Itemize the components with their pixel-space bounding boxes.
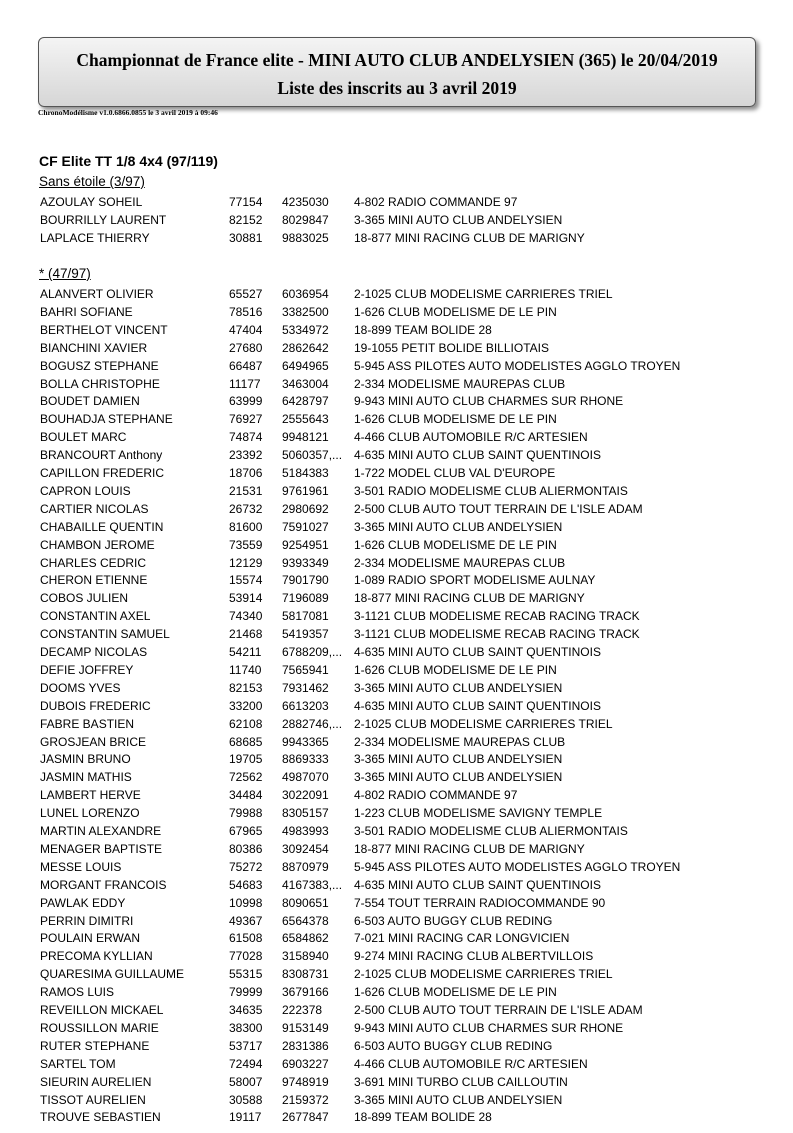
- participant-name: PERRIN DIMITRI: [40, 913, 134, 928]
- transponder-number: 5817081: [282, 609, 329, 624]
- club-name: 3-691 MINI TURBO CLUB CAILLOUTIN: [354, 1074, 568, 1089]
- club-name: 5-945 ASS PILOTES AUTO MODELISTES AGGLO TROYEN: [354, 358, 681, 373]
- licence-number: 67965: [229, 824, 263, 838]
- participant-name: LUNEL LORENZO: [40, 806, 140, 821]
- club-name: 18-899 TEAM BOLIDE 28: [354, 322, 492, 337]
- club-name: 4-635 MINI AUTO CLUB SAINT QUENTINOIS: [354, 698, 601, 713]
- licence-number: 38300: [229, 1020, 263, 1035]
- licence-number: 63999: [229, 394, 263, 409]
- table-row: [0, 912, 793, 930]
- licence-number: 19117: [229, 1110, 262, 1125]
- table-row: [0, 661, 793, 679]
- club-name: 1-626 CLUB MODELISME DE LE PIN: [354, 537, 557, 552]
- page-subtitle: Liste des inscrits au 3 avril 2019: [277, 78, 517, 98]
- table-row: [0, 375, 793, 393]
- licence-number: 23392: [229, 448, 263, 463]
- participant-name: ROUSSILLON MARIE: [40, 1020, 159, 1035]
- table-row: [0, 339, 793, 357]
- transponder-number: 3463004: [282, 376, 329, 391]
- table-row: [0, 1073, 793, 1091]
- club-name: 1-626 CLUB MODELISME DE LE PIN: [354, 985, 557, 1000]
- table-row: [0, 193, 793, 211]
- transponder-number: 8869333: [282, 752, 329, 767]
- table-row: [0, 876, 793, 894]
- participant-name: RAMOS LUIS: [40, 985, 115, 1000]
- table-row: [0, 804, 793, 822]
- table-row: [0, 679, 793, 697]
- licence-number: 82153: [229, 680, 263, 695]
- participant-name: DEFIE JOFFREY: [40, 662, 134, 677]
- club-name: 3-365 MINI AUTO CLUB ANDELYSIEN: [354, 752, 563, 767]
- header-box: [38, 37, 756, 107]
- table-row: [0, 211, 793, 229]
- licence-number: 80386: [229, 841, 263, 856]
- transponder-number: 6428797: [282, 394, 329, 409]
- club-name: 4-635 MINI AUTO CLUB SAINT QUENTINOIS: [354, 645, 601, 659]
- licence-number: 34635: [229, 1003, 263, 1017]
- section-title: CF Elite TT 1/8 4x4 (97/119): [39, 153, 218, 169]
- licence-number: 30881: [229, 230, 263, 245]
- participant-name: JASMIN MATHIS: [40, 770, 132, 785]
- club-name: 7-021 MINI RACING CAR LONGVICIEN: [354, 931, 570, 946]
- participant-name: CHAMBON JEROME: [40, 537, 155, 552]
- licence-number: 49367: [229, 913, 263, 928]
- transponder-number: 6788209,...: [282, 645, 343, 659]
- club-name: 6-503 AUTO BUGGY CLUB REDING: [354, 913, 553, 928]
- participant-name: CHERON ETIENNE: [40, 573, 148, 588]
- table-row: [0, 446, 793, 464]
- table-row: [0, 750, 793, 768]
- participant-name: BOULET MARC: [40, 430, 127, 445]
- club-name: 4-466 CLUB AUTOMOBILE R/C ARTESIEN: [354, 430, 588, 445]
- club-name: 5-945 ASS PILOTES AUTO MODELISTES AGGLO TROYEN: [354, 859, 681, 874]
- table-row: [0, 500, 793, 518]
- licence-number: 76927: [229, 412, 263, 427]
- licence-number: 77028: [229, 949, 263, 964]
- table-row: [0, 768, 793, 786]
- participant-name: BOUDET DAMIEN: [40, 394, 140, 409]
- club-name: 2-500 CLUB AUTO TOUT TERRAIN DE L'ISLE ADAM: [354, 501, 643, 516]
- table-row: [0, 822, 793, 840]
- club-name: 3-1121 CLUB MODELISME RECAB RACING TRACK: [354, 627, 640, 642]
- transponder-number: 2862642: [282, 340, 329, 355]
- participant-name: BRANCOURT Anthony: [40, 448, 163, 463]
- club-name: 3-365 MINI AUTO CLUB ANDELYSIEN: [354, 680, 563, 695]
- participant-name: MORGANT FRANCOIS: [40, 877, 167, 892]
- transponder-number: 7196089: [282, 591, 329, 606]
- transponder-number: 4167383,...: [282, 877, 343, 892]
- transponder-number: 9761961: [282, 483, 329, 498]
- participant-name: TISSOT AURELIEN: [40, 1092, 146, 1107]
- table-row: [0, 303, 793, 321]
- table-row: [0, 1108, 793, 1126]
- club-name: 3-365 MINI AUTO CLUB ANDELYSIEN: [354, 519, 563, 534]
- transponder-number: 5334972: [282, 322, 329, 337]
- club-name: 2-1025 CLUB MODELISME CARRIERES TRIEL: [354, 287, 613, 301]
- participant-name: PAWLAK EDDY: [40, 895, 126, 910]
- licence-number: 72494: [229, 1056, 263, 1071]
- table-row: [0, 1019, 793, 1037]
- transponder-number: 5060357,...: [282, 448, 343, 463]
- licence-number: 18706: [229, 466, 263, 480]
- table-row: [0, 357, 793, 375]
- table-row: [0, 1001, 793, 1019]
- licence-number: 54211: [229, 645, 262, 659]
- club-name: 3-365 MINI AUTO CLUB ANDELYSIEN: [354, 1092, 563, 1107]
- licence-number: 75272: [229, 859, 263, 874]
- participant-name: SIEURIN AURELIEN: [40, 1074, 152, 1089]
- table-row: [0, 983, 793, 1001]
- licence-number: 11740: [229, 662, 262, 677]
- table-row: [0, 786, 793, 804]
- participant-name: CARTIER NICOLAS: [40, 501, 149, 516]
- participant-name: BERTHELOT VINCENT: [40, 322, 168, 337]
- transponder-number: 8870979: [282, 859, 329, 874]
- club-name: 3-501 RADIO MODELISME CLUB ALIERMONTAIS: [354, 824, 628, 838]
- table-row: [0, 697, 793, 715]
- transponder-number: 9393349: [282, 555, 329, 570]
- participant-name: DOOMS YVES: [40, 680, 121, 695]
- table-row: [0, 965, 793, 983]
- licence-number: 19705: [229, 752, 263, 767]
- transponder-number: 3382500: [282, 304, 329, 319]
- licence-number: 81600: [229, 519, 263, 534]
- participant-name: CHABAILLE QUENTIN: [40, 519, 164, 534]
- licence-number: 82152: [229, 212, 263, 227]
- participant-name: BOGUSZ STEPHANE: [40, 358, 159, 373]
- club-name: 3-1121 CLUB MODELISME RECAB RACING TRACK: [354, 609, 640, 624]
- transponder-number: 4983993: [282, 824, 329, 838]
- participant-name: CHARLES CEDRIC: [40, 555, 147, 570]
- transponder-number: 5184383: [282, 466, 329, 480]
- table-row: [0, 482, 793, 500]
- transponder-number: 5419357: [282, 627, 329, 642]
- licence-number: 55315: [229, 967, 263, 982]
- club-name: 18-899 TEAM BOLIDE 28: [354, 1110, 492, 1125]
- licence-number: 11177: [229, 376, 261, 391]
- club-name: 4-635 MINI AUTO CLUB SAINT QUENTINOIS: [354, 877, 601, 892]
- participant-name: TROUVE SEBASTIEN: [40, 1110, 161, 1125]
- licence-number: 78516: [229, 304, 263, 319]
- participant-name: SARTEL TOM: [40, 1056, 116, 1071]
- licence-number: 34484: [229, 788, 263, 803]
- table-row: [0, 518, 793, 536]
- participant-name: CONSTANTIN SAMUEL: [40, 627, 170, 642]
- licence-number: 54683: [229, 877, 263, 892]
- transponder-number: 9153149: [282, 1020, 329, 1035]
- group-title: * (47/97): [39, 266, 91, 281]
- table-row: [0, 947, 793, 965]
- table-row: [0, 392, 793, 410]
- club-name: 3-501 RADIO MODELISME CLUB ALIERMONTAIS: [354, 483, 628, 498]
- transponder-number: 9254951: [282, 537, 329, 552]
- table-row: [0, 894, 793, 912]
- licence-number: 21468: [229, 627, 263, 642]
- transponder-number: 8305157: [282, 806, 329, 821]
- table-row: [0, 536, 793, 554]
- licence-number: 74340: [229, 609, 263, 624]
- club-name: 2-1025 CLUB MODELISME CARRIERES TRIEL: [354, 967, 613, 982]
- club-name: 4-466 CLUB AUTOMOBILE R/C ARTESIEN: [354, 1056, 588, 1071]
- participant-name: ALANVERT OLIVIER: [40, 287, 154, 301]
- licence-number: 53717: [229, 1038, 263, 1053]
- transponder-number: 2831386: [282, 1038, 329, 1053]
- club-name: 1-722 MODEL CLUB VAL D'EUROPE: [354, 466, 556, 480]
- participant-name: CAPRON LOUIS: [40, 483, 131, 498]
- transponder-number: 7565941: [282, 662, 329, 677]
- club-name: 2-334 MODELISME MAUREPAS CLUB: [354, 734, 566, 749]
- licence-number: 77154: [229, 195, 263, 209]
- participant-name: BIANCHINI XAVIER: [40, 340, 148, 355]
- participant-name: DECAMP NICOLAS: [40, 645, 148, 659]
- transponder-number: 2159372: [282, 1092, 329, 1107]
- licence-number: 68685: [229, 734, 263, 749]
- licence-number: 30588: [229, 1092, 263, 1107]
- club-name: 4-802 RADIO COMMANDE 97: [354, 788, 518, 803]
- participant-name: MENAGER BAPTISTE: [40, 841, 163, 856]
- table-row: [0, 1091, 793, 1109]
- table-row: [0, 840, 793, 858]
- transponder-number: 8308731: [282, 967, 329, 982]
- transponder-number: 7591027: [282, 519, 329, 534]
- licence-number: 47404: [229, 322, 263, 337]
- club-name: 1-626 CLUB MODELISME DE LE PIN: [354, 304, 557, 319]
- licence-number: 58007: [229, 1074, 263, 1089]
- club-name: 2-334 MODELISME MAUREPAS CLUB: [354, 376, 566, 391]
- table-row: [0, 554, 793, 572]
- licence-number: 62108: [229, 716, 263, 731]
- table-row: [0, 858, 793, 876]
- licence-number: 12129: [229, 555, 263, 570]
- licence-number: 10998: [229, 895, 263, 910]
- licence-number: 74874: [229, 430, 263, 445]
- transponder-number: 4235030: [282, 195, 329, 209]
- transponder-number: 2677847: [282, 1110, 329, 1125]
- table-row: [0, 929, 793, 947]
- table-row: [0, 428, 793, 446]
- transponder-number: 3092454: [282, 841, 329, 856]
- transponder-number: 6613203: [282, 698, 329, 713]
- club-name: 9-943 MINI AUTO CLUB CHARMES SUR RHONE: [354, 394, 624, 409]
- club-name: 3-365 MINI AUTO CLUB ANDELYSIEN: [354, 770, 563, 785]
- transponder-number: 2882746,...: [282, 716, 343, 731]
- transponder-number: 6584862: [282, 931, 329, 946]
- participant-name: FABRE BASTIEN: [40, 716, 135, 731]
- transponder-number: 2980692: [282, 501, 329, 516]
- club-name: 9-943 MINI AUTO CLUB CHARMES SUR RHONE: [354, 1020, 624, 1035]
- participant-name: CONSTANTIN AXEL: [40, 609, 151, 624]
- licence-number: 21531: [229, 483, 263, 498]
- participant-name: BOUHADJA STEPHANE: [40, 412, 173, 427]
- club-name: 3-365 MINI AUTO CLUB ANDELYSIEN: [354, 212, 563, 227]
- transponder-number: 3158940: [282, 949, 329, 964]
- participant-name: POULAIN ERWAN: [40, 931, 141, 946]
- table-row: [0, 410, 793, 428]
- table-row: [0, 321, 793, 339]
- participant-name: JASMIN BRUNO: [40, 752, 131, 767]
- licence-number: 66487: [229, 358, 263, 373]
- participant-name: AZOULAY SOHEIL: [40, 195, 143, 209]
- table-row: [0, 607, 793, 625]
- club-name: 9-274 MINI RACING CLUB ALBERTVILLOIS: [354, 949, 594, 964]
- table-row: [0, 464, 793, 482]
- licence-number: 79988: [229, 806, 263, 821]
- club-name: 18-877 MINI RACING CLUB DE MARIGNY: [354, 230, 585, 245]
- participant-name: BAHRI SOFIANE: [40, 304, 133, 319]
- table-row: [0, 643, 793, 661]
- transponder-number: 6903227: [282, 1056, 329, 1071]
- club-name: 1-223 CLUB MODELISME SAVIGNY TEMPLE: [354, 806, 603, 821]
- table-row: [0, 229, 793, 247]
- participant-name: PRECOMA KYLLIAN: [40, 949, 153, 964]
- transponder-number: 4987070: [282, 770, 329, 785]
- participant-name: LAMBERT HERVE: [40, 788, 141, 803]
- transponder-number: 7901790: [282, 573, 329, 588]
- transponder-number: 9883025: [282, 230, 329, 245]
- participant-name: GROSJEAN BRICE: [40, 734, 147, 749]
- participant-name: RUTER STEPHANE: [40, 1038, 150, 1053]
- licence-number: 65527: [229, 287, 263, 301]
- club-name: 4-802 RADIO COMMANDE 97: [354, 195, 518, 209]
- participant-name: QUARESIMA GUILLAUME: [40, 967, 185, 982]
- transponder-number: 222378: [282, 1003, 323, 1017]
- licence-number: 27680: [229, 340, 263, 355]
- club-name: 18-877 MINI RACING CLUB DE MARIGNY: [354, 591, 585, 606]
- table-row: [0, 733, 793, 751]
- club-name: 19-1055 PETIT BOLIDE BILLIOTAIS: [354, 340, 549, 355]
- licence-number: 79999: [229, 985, 263, 1000]
- transponder-number: 6564378: [282, 913, 329, 928]
- licence-number: 15574: [229, 573, 263, 588]
- transponder-number: 6036954: [282, 287, 329, 301]
- table-row: [0, 1055, 793, 1073]
- transponder-number: 3022091: [282, 788, 329, 803]
- participant-name: MESSE LOUIS: [40, 859, 122, 874]
- participant-name: BOLLA CHRISTOPHE: [40, 376, 160, 391]
- transponder-number: 7931462: [282, 680, 329, 695]
- club-name: 6-503 AUTO BUGGY CLUB REDING: [354, 1038, 553, 1053]
- club-name: 1-626 CLUB MODELISME DE LE PIN: [354, 412, 557, 427]
- participant-name: CAPILLON FREDERIC: [40, 466, 165, 480]
- transponder-number: 6494965: [282, 358, 329, 373]
- page-title: Championnat de France elite - MINI AUTO CLUB ANDELYSIEN (365) le 20/04/2019: [76, 50, 718, 70]
- transponder-number: 9948121: [282, 430, 329, 445]
- club-name: 1-089 RADIO SPORT MODELISME AULNAY: [354, 573, 596, 588]
- table-row: [0, 589, 793, 607]
- licence-number: 33200: [229, 698, 263, 713]
- club-name: 2-1025 CLUB MODELISME CARRIERES TRIEL: [354, 716, 613, 731]
- participant-name: REVEILLON MICKAEL: [40, 1003, 164, 1017]
- licence-number: 73559: [229, 537, 263, 552]
- licence-number: 61508: [229, 931, 263, 946]
- transponder-number: 2555643: [282, 412, 329, 427]
- transponder-number: 3679166: [282, 985, 329, 1000]
- table-row: [0, 715, 793, 733]
- club-name: 2-334 MODELISME MAUREPAS CLUB: [354, 555, 566, 570]
- transponder-number: 9943365: [282, 734, 329, 749]
- club-name: 7-554 TOUT TERRAIN RADIOCOMMANDE 90: [354, 895, 606, 910]
- table-row: [0, 571, 793, 589]
- table-row: [0, 1037, 793, 1055]
- table-row: [0, 625, 793, 643]
- transponder-number: 8090651: [282, 895, 329, 910]
- participant-name: MARTIN ALEXANDRE: [40, 824, 162, 838]
- participant-name: LAPLACE THIERRY: [40, 230, 150, 245]
- transponder-number: 8029847: [282, 212, 329, 227]
- transponder-number: 9748919: [282, 1074, 329, 1089]
- club-name: 1-626 CLUB MODELISME DE LE PIN: [354, 662, 557, 677]
- club-name: 4-635 MINI AUTO CLUB SAINT QUENTINOIS: [354, 448, 601, 463]
- participant-name: BOURRILLY LAURENT: [40, 212, 167, 227]
- club-name: 18-877 MINI RACING CLUB DE MARIGNY: [354, 841, 585, 856]
- software-note: ChronoModélisme v1.0.6866.0855 le 3 avril 2019 à 09:46: [38, 108, 218, 117]
- licence-number: 53914: [229, 591, 263, 606]
- club-name: 2-500 CLUB AUTO TOUT TERRAIN DE L'ISLE ADAM: [354, 1003, 643, 1017]
- licence-number: 72562: [229, 770, 263, 785]
- participant-name: DUBOIS FREDERIC: [40, 698, 151, 713]
- table-row: [0, 285, 793, 303]
- group-title: Sans étoile (3/97): [39, 174, 145, 189]
- participant-name: COBOS JULIEN: [40, 591, 129, 606]
- licence-number: 26732: [229, 501, 263, 516]
